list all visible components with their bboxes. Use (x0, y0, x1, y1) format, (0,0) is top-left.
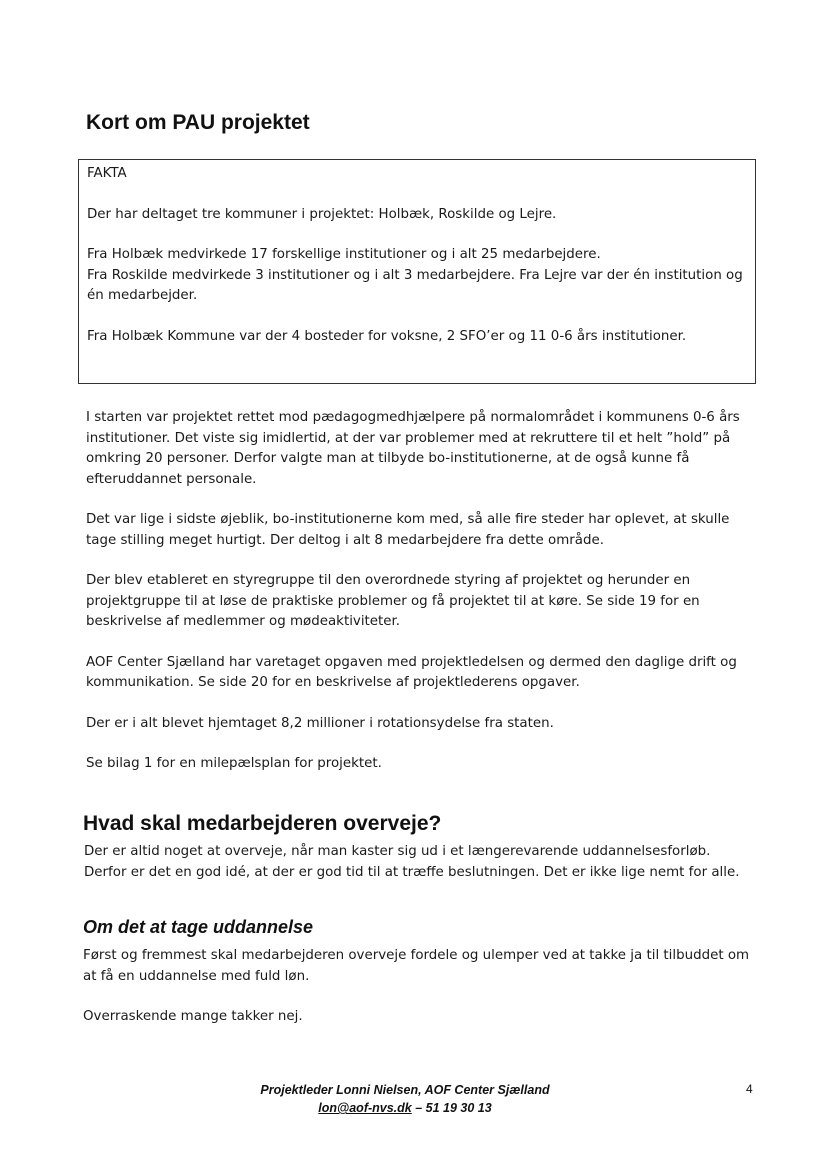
section-2-paragraph-1: Der er altid noget at overveje, når man kaster sig ud i et længerevarende uddannelsesforløb. Derfor er det en god idé, at der er god tid til at træffe beslutningen. Det er ikke lige nemt for alle. (84, 844, 740, 880)
section-medarbejder-text (84, 842, 754, 883)
section-heading-medarbejder: Hvad skal medarbejderen overveje? (83, 812, 442, 835)
footer-contact (200, 1099, 610, 1117)
body-text (86, 408, 751, 795)
fakta-paragraph-3: Fra Roskilde medvirkede 3 institutioner og i alt 3 medarbejdere. Fra Lejre var der én institution og én medarbejder. (87, 267, 743, 303)
body-paragraph-3: Der blev etableret en styregruppe til den overordnede styring af projektet og herunder en projektgruppe til at løse de praktiske problemer og få projektet til at køre. Se side 19 for en beskrivelse af medlemmer og mødeaktiviteter. (86, 573, 700, 629)
footer-project-leader: Projektleder Lonni Nielsen, AOF Center Sjælland (260, 1083, 550, 1097)
page-title: Kort om PAU projektet (86, 111, 310, 134)
fakta-paragraph-2: Fra Holbæk medvirkede 17 forskellige institutioner og i alt 25 medarbejdere. (87, 247, 601, 262)
section-heading-uddannelse: Om det at tage uddannelse (83, 917, 314, 937)
page-footer (200, 1081, 610, 1117)
body-paragraph-2: Det var lige i sidste øjeblik, bo-institutionerne kom med, så alle fire steder har oplevet, at skulle tage stilling meget hurtigt. Der deltog i alt 8 medarbejdere fra dette område. (86, 512, 730, 548)
body-paragraph-4: AOF Center Sjælland har varetaget opgaven med projektledelsen og dermed den daglige drift og kommunikation. Se side 20 for en beskrivelse af projektlederens opgaver. (86, 654, 737, 690)
section-uddannelse-text (83, 946, 753, 1048)
fakta-label: FAKTA (87, 166, 127, 181)
fakta-paragraph-4: Fra Holbæk Kommune var der 4 bosteder for voksne, 2 SFO’er og 11 0-6 års institutioner. (87, 328, 687, 344)
section-3-paragraph-2: Overraskende mange takker nej. (83, 1009, 303, 1024)
section-3-paragraph-1: Først og fremmest skal medarbejderen overveje fordele og ulemper ved at takke ja til tilbuddet om at få en uddannelse med fuld løn. (83, 948, 750, 984)
footer-email-link[interactable]: lon@aof-nvs.dk (318, 1101, 412, 1115)
fakta-box (78, 159, 756, 384)
body-paragraph-1: I starten var projektet rettet mod pædagogmedhjælpere på normalområdet i kommunens 0-6 års institutioner. Det viste sig imidlertid, at der var problemer med at rekruttere til et helt ”hold” på omkring 20 personer. Derfor valgte man at tilbyde bo-institutionerne, at de også kunne få efteruddannet personale. (86, 410, 740, 487)
footer-phone: – 51 19 30 13 (411, 1101, 492, 1115)
body-paragraph-5: Der er i alt blevet hjemtaget 8,2 millioner i rotationsydelse fra staten. (86, 715, 554, 731)
page-number: 4 (746, 1082, 753, 1096)
body-paragraph-6: Se bilag 1 for en milepælsplan for projektet. (86, 756, 382, 771)
fakta-paragraph-1: Der har deltaget tre kommuner i projektet: Holbæk, Roskilde og Lejre. (87, 206, 557, 222)
